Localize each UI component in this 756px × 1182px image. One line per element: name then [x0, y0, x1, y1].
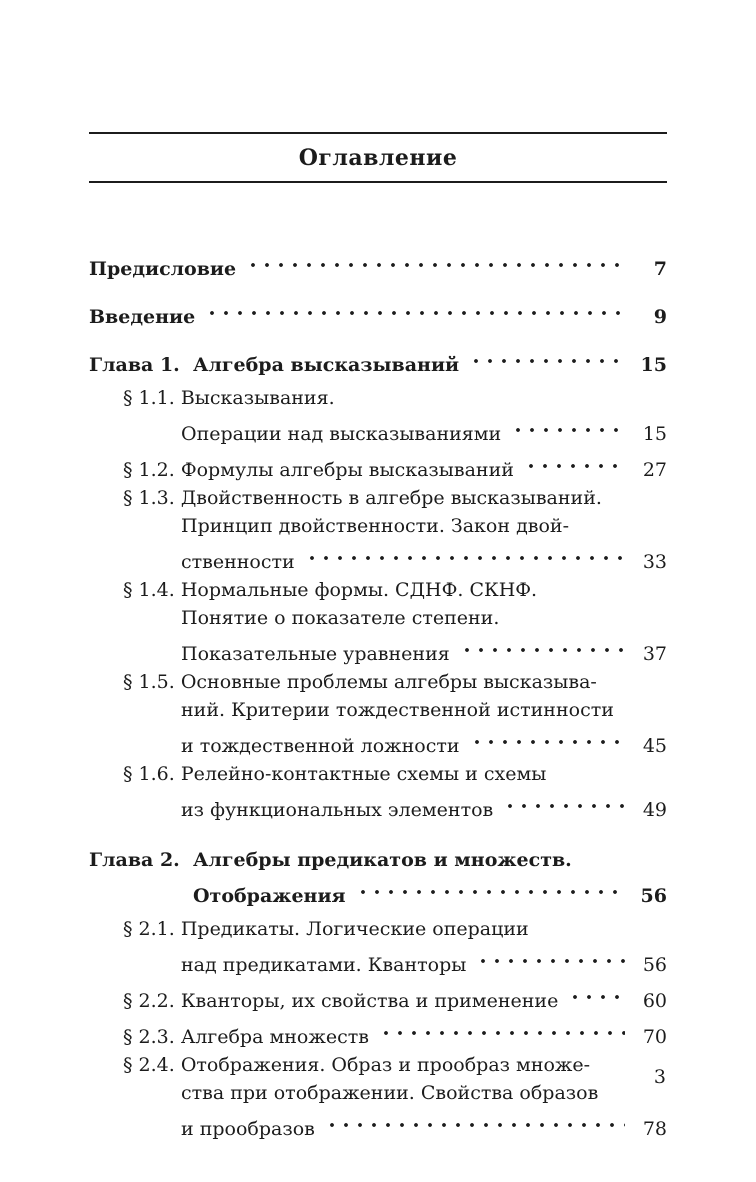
- toc-entry-text: ний. Критерии тождественной истинности: [181, 699, 614, 721]
- toc-entry: [89, 295, 667, 331]
- toc-entry: [89, 668, 667, 760]
- toc-entry: [89, 484, 667, 576]
- dot-leader: [205, 295, 625, 323]
- toc-entry-text: Понятие о показателе степени.: [181, 607, 500, 629]
- dot-leader: [460, 632, 625, 660]
- toc-line: [89, 979, 667, 1015]
- toc-entry: [89, 846, 667, 910]
- toc-line: [89, 915, 667, 943]
- toc-entry-text: § 2.1. Предикаты. Логические операции: [123, 918, 529, 940]
- toc-line: [89, 1107, 667, 1143]
- toc-line: [89, 1051, 667, 1079]
- toc-line: [89, 1015, 667, 1051]
- toc-entry-text: Глава 1. Алгебра высказываний: [89, 354, 460, 376]
- toc-entry-text: ства при отображении. Свойства образов: [181, 1082, 599, 1104]
- toc-entry: [89, 979, 667, 1015]
- toc-entry-text: § 2.4. Отображения. Образ и прообраз множе-: [123, 1054, 591, 1076]
- toc-entry: [89, 1051, 667, 1143]
- toc-line: [89, 576, 667, 604]
- toc-entry-text: § 1.4. Нормальные формы. СДНФ. СКНФ.: [123, 579, 538, 601]
- dot-leader: [503, 788, 625, 816]
- toc-line: [89, 788, 667, 824]
- toc-entry-text: над предикатами. Кванторы: [181, 954, 467, 976]
- toc-entry-text: и прообразов: [181, 1118, 315, 1140]
- toc-page-number: 15: [640, 354, 667, 376]
- toc-page-number: 7: [653, 258, 667, 280]
- toc-line: [89, 943, 667, 979]
- text-block: [89, 132, 667, 1143]
- toc-entry: [89, 384, 667, 448]
- page-title: Оглавление: [298, 145, 458, 171]
- toc-entry-text: Принцип двойственности. Закон двой-: [181, 515, 569, 537]
- toc-page-number: 15: [642, 423, 667, 445]
- toc-entry-text: Глава 2. Алгебры предикатов и множеств.: [89, 849, 572, 871]
- toc-line: [89, 412, 667, 448]
- toc-entry-text: и тождественной ложности: [181, 735, 460, 757]
- dot-leader: [469, 343, 625, 371]
- toc-entry-text: § 1.3. Двойственность в алгебре высказываний.: [123, 487, 602, 509]
- folio-page-number: 3: [653, 1066, 666, 1088]
- toc-header: [89, 132, 667, 183]
- toc-entry-text: Введение: [89, 306, 196, 328]
- toc-page-number: 60: [642, 990, 667, 1012]
- toc-page-number: 70: [642, 1026, 667, 1048]
- toc-entry-text: § 1.5. Основные проблемы алгебры высказыва-: [123, 671, 597, 693]
- toc-page-number: 78: [642, 1118, 667, 1140]
- dot-leader: [305, 540, 625, 568]
- toc-line: [89, 484, 667, 512]
- toc-entry-text: § 1.2. Формулы алгебры высказываний: [123, 459, 514, 481]
- dot-leader: [325, 1107, 625, 1135]
- toc-page-number: 56: [640, 885, 667, 907]
- toc-line: [89, 696, 667, 724]
- toc-list: [89, 183, 667, 1143]
- toc-line: [89, 604, 667, 632]
- toc-entry-text: ственности: [181, 551, 295, 573]
- toc-entry-text: § 1.1. Высказывания.: [123, 387, 335, 409]
- toc-entry-text: Операции над высказываниями: [181, 423, 502, 445]
- dot-leader: [470, 724, 625, 752]
- toc-line: [89, 384, 667, 412]
- toc-entry-text: § 2.3. Алгебра множеств: [123, 1026, 369, 1048]
- toc-entry-text: § 2.2. Кванторы, их свойства и применение: [123, 990, 559, 1012]
- toc-page-number: 49: [642, 799, 667, 821]
- dot-leader: [379, 1015, 625, 1043]
- toc-entry-text: Предисловие: [89, 258, 237, 280]
- toc-line: [89, 512, 667, 540]
- toc-entry: [89, 247, 667, 283]
- toc-entry-text: из функциональных элементов: [181, 799, 494, 821]
- dot-leader: [524, 448, 625, 476]
- toc-line: [89, 295, 667, 331]
- toc-page-number: 56: [642, 954, 667, 976]
- toc-entry: [89, 760, 667, 824]
- dot-leader: [568, 979, 625, 1007]
- toc-entry-text: § 1.6. Релейно-контактные схемы и схемы: [123, 763, 547, 785]
- toc-line: [89, 540, 667, 576]
- toc-entry: [89, 576, 667, 668]
- toc-line: [89, 668, 667, 696]
- toc-page-number: 37: [642, 643, 667, 665]
- toc-line: [89, 724, 667, 760]
- toc-entry: [89, 1015, 667, 1051]
- toc-line: [89, 846, 667, 874]
- toc-line: [89, 760, 667, 788]
- toc-page-number: 33: [642, 551, 667, 573]
- toc-entry: [89, 915, 667, 979]
- dot-leader: [511, 412, 625, 440]
- toc-page-number: 27: [642, 459, 667, 481]
- toc-line: [89, 1079, 667, 1107]
- toc-line: [89, 874, 667, 910]
- toc-entry-text: Отображения: [193, 885, 346, 907]
- dot-leader: [356, 874, 625, 902]
- toc-page-number: 9: [653, 306, 667, 328]
- toc-entry-text: Показательные уравнения: [181, 643, 450, 665]
- toc-entry: [89, 343, 667, 379]
- dot-leader: [476, 943, 625, 971]
- toc-page-number: 45: [642, 735, 667, 757]
- dot-leader: [246, 247, 625, 275]
- toc-line: [89, 448, 667, 484]
- toc-line: [89, 247, 667, 283]
- toc-entry: [89, 448, 667, 484]
- toc-line: [89, 632, 667, 668]
- toc-line: [89, 343, 667, 379]
